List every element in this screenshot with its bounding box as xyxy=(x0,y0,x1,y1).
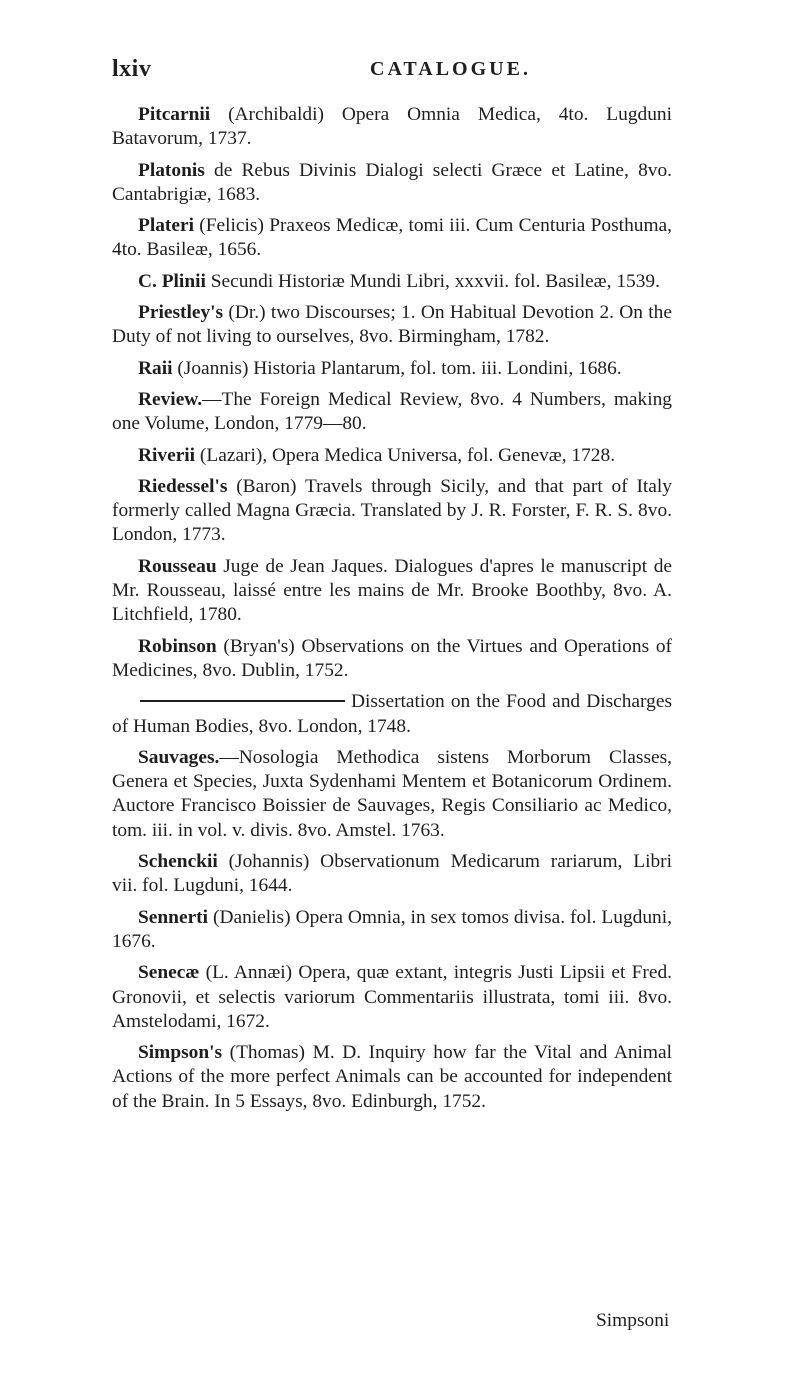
entry-author: Simpson's xyxy=(138,1042,223,1064)
entry-text: (Joannis) Historia Plantarum, fol. tom. iii. Londini, 1686. xyxy=(172,357,622,379)
catalogue-entry xyxy=(112,103,672,152)
catalogue-entry xyxy=(112,214,672,263)
entry-text: (Johannis) Observationum Medicarum rariarum, Libri vii. fol. Lugduni, 1644. xyxy=(112,851,672,897)
entry-text: (Dr.) two Discourses; 1. On Habitual Devotion 2. On the Duty of not living to ourselves, 8vo. Birmingham, 1782. xyxy=(112,302,672,348)
entry-text: —Nosologia Methodica sistens Morborum Classes, Genera et Species, Juxta Sydenhami Mentem et Botanicorum Ordinem. Auctore Francisco Boissier de Sauvages, Regis Consiliario ac Medico, tom. iii. in vol. v. divis. 8vo. Amstel. 1763. xyxy=(112,746,672,841)
catalogue-entry xyxy=(112,475,672,548)
entry-text: de Rebus Divinis Dialogi selecti Græce et Latine, 8vo. Cantabrigiæ, 1683. xyxy=(112,159,672,205)
catalogue-entry xyxy=(112,850,672,899)
entry-text: —The Foreign Medical Review, 8vo. 4 Numbers, making one Volume, London, 1779—80. xyxy=(112,388,672,435)
catalogue-entry xyxy=(112,270,672,294)
entry-author: Review. xyxy=(138,388,203,410)
entry-author: Priestley's xyxy=(138,302,224,324)
entry-text: (Danielis) Opera Omnia, in sex tomos divisa. fol. Lugduni, 1676. xyxy=(112,906,672,952)
entry-text: Dissertation on the Food and Discharges of Human Bodies, 8vo. London, 1748. xyxy=(112,691,672,737)
entry-text: (L. Annæi) Opera, quæ extant, integris Justi Lipsii et Fred. Gronovii, et selectis variorum Commentariis illustrata, tomi iii. 8vo. Amstelodami, 1672. xyxy=(112,962,672,1032)
entry-author: Pitcarnii xyxy=(138,104,211,125)
entry-text: (Felicis) Praxeos Medicæ, tomi iii. Cum Centuria Posthuma, 4to. Basileæ, 1656. xyxy=(112,215,672,261)
entry-author: Rousseau xyxy=(138,555,217,577)
entry-text: (Archibaldi) Opera Omnia Medica, 4to. Lugduni Batavorum, 1737. xyxy=(112,104,672,150)
catalogue-entry xyxy=(112,1041,672,1114)
entry-author: Riedessel's xyxy=(138,475,228,497)
entry-author: Riverii xyxy=(138,444,196,466)
entry-author: Sauvages. xyxy=(138,746,220,768)
entry-author: Senecæ xyxy=(138,962,200,984)
page-number: lxiv xyxy=(112,56,152,82)
entry-text: (Lazari), Opera Medica Universa, fol. Genevæ, 1728. xyxy=(195,444,616,466)
entry-author: Raii xyxy=(138,357,173,379)
entry-text: (Baron) Travels through Sicily, and that part of Italy formerly called Magna Græcia. Translated by J. R. Forster, F. R. S. 8vo. London, 1773. xyxy=(112,475,672,546)
catalogue-entry xyxy=(112,357,672,381)
catalogue-entry xyxy=(112,635,672,684)
ditto-rule xyxy=(140,700,345,702)
catalogue-entry xyxy=(112,906,672,955)
catchword: Simpsoni xyxy=(596,1310,670,1331)
entry-author: Robinson xyxy=(138,635,217,657)
catalogue-entry-ditto xyxy=(112,690,672,739)
page-header xyxy=(112,48,672,88)
entry-text: Juge de Jean Jaques. Dialogues d'apres le manuscript de Mr. Rousseau, laissé entre les mains de Mr. Brooke Boothby, 8vo. A. Litchfield, 1780. xyxy=(112,555,672,626)
catalogue-entry xyxy=(112,159,672,208)
catalogue-entry xyxy=(112,444,672,468)
catalogue-entry xyxy=(112,961,672,1034)
running-title: CATALOGUE. xyxy=(370,58,531,80)
entry-text: (Thomas) M. D. Inquiry how far the Vital and Animal Actions of the more perfect Animals can be accounted for independent of the Brain. In 5 Essays, 8vo. Edinburgh, 1752. xyxy=(112,1042,672,1112)
catalogue-entry xyxy=(112,555,672,628)
entry-author: Sennerti xyxy=(138,906,209,928)
catalogue-entries xyxy=(112,103,672,1121)
catalogue-entry xyxy=(112,388,672,437)
catalogue-entry xyxy=(112,301,672,350)
entry-text: Secundi Historiæ Mundi Libri, xxxvii. fol. Basileæ, 1539. xyxy=(205,270,660,292)
entry-text: (Bryan's) Observations on the Virtues and Operations of Medicines, 8vo. Dublin, 1752. xyxy=(112,635,672,681)
entry-author: Plateri xyxy=(138,215,194,237)
entry-author: Platonis xyxy=(138,159,205,181)
catalogue-entry xyxy=(112,746,672,843)
entry-author: Schenckii xyxy=(138,851,218,873)
entry-author: C. Plinii xyxy=(138,270,206,292)
